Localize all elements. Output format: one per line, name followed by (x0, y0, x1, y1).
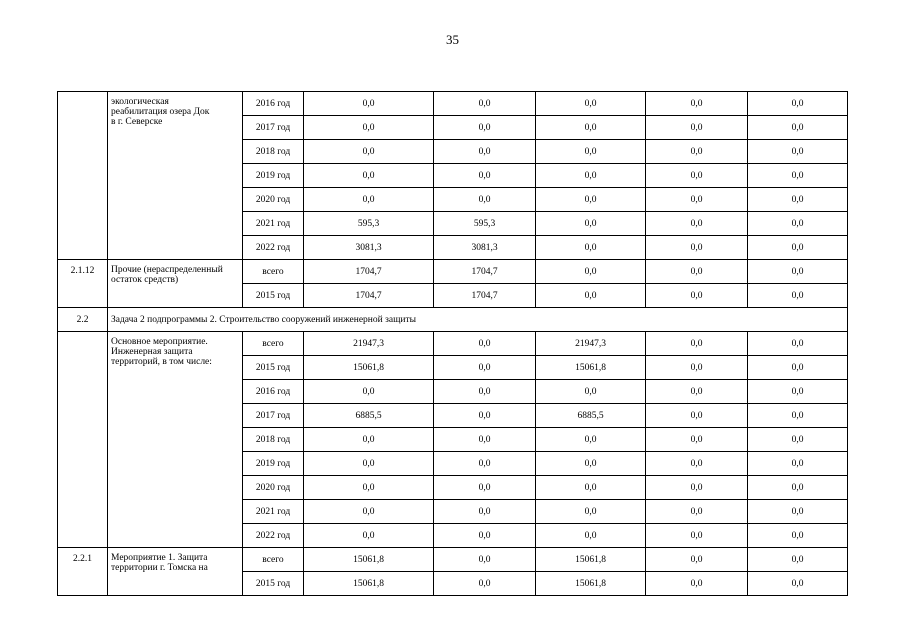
period-cell: 2021 год (243, 500, 304, 524)
period-cell: 2015 год (243, 572, 304, 596)
federal-value: 0,0 (434, 452, 536, 476)
federal-value: 1704,7 (434, 284, 536, 308)
regional-value: 15061,8 (536, 356, 646, 380)
period-cell: 2017 год (243, 404, 304, 428)
row-number: 2.1.12 (58, 260, 108, 308)
federal-value: 0,0 (434, 500, 536, 524)
regional-value: 0,0 (536, 164, 646, 188)
local-value: 0,0 (646, 164, 748, 188)
regional-value: 0,0 (536, 476, 646, 500)
period-cell: 2020 год (243, 188, 304, 212)
other-value: 0,0 (748, 236, 848, 260)
total-value: 0,0 (304, 476, 434, 500)
task-title: Задача 2 подпрограммы 2. Строительство сооружений инженерной защиты (108, 308, 848, 332)
regional-value: 0,0 (536, 140, 646, 164)
local-value: 0,0 (646, 500, 748, 524)
other-value: 0,0 (748, 380, 848, 404)
activity-name (108, 332, 243, 548)
local-value: 0,0 (646, 140, 748, 164)
activity-name-line: территории г. Томска на (111, 563, 208, 573)
other-value: 0,0 (748, 284, 848, 308)
federal-value: 0,0 (434, 356, 536, 380)
federal-value: 0,0 (434, 404, 536, 428)
activity-name-line: территорий, в том числе: (111, 357, 212, 367)
other-value: 0,0 (748, 260, 848, 284)
regional-value: 0,0 (536, 188, 646, 212)
total-value: 0,0 (304, 524, 434, 548)
row-number (58, 332, 108, 548)
activity-name-line: Мероприятие 1. Защита (111, 553, 208, 563)
regional-value: 21947,3 (536, 332, 646, 356)
local-value: 0,0 (646, 404, 748, 428)
federal-value: 0,0 (434, 140, 536, 164)
activity-name-line: Основное мероприятие. (111, 337, 208, 347)
local-value: 0,0 (646, 356, 748, 380)
row-number (58, 92, 108, 260)
other-value: 0,0 (748, 92, 848, 116)
regional-value: 0,0 (536, 236, 646, 260)
activity-name-line: остаток средств) (111, 275, 179, 285)
federal-value: 0,0 (434, 548, 536, 572)
total-value: 15061,8 (304, 548, 434, 572)
table-row (58, 92, 848, 116)
federal-value: 0,0 (434, 188, 536, 212)
period-cell: 2022 год (243, 236, 304, 260)
table-row (58, 332, 848, 356)
period-cell: 2018 год (243, 140, 304, 164)
federal-value: 0,0 (434, 116, 536, 140)
budget-table (57, 91, 848, 596)
activity-name-line: экологическая (111, 97, 169, 107)
other-value: 0,0 (748, 404, 848, 428)
row-number: 2.2 (58, 308, 108, 332)
federal-value: 0,0 (434, 92, 536, 116)
total-value: 15061,8 (304, 572, 434, 596)
other-value: 0,0 (748, 116, 848, 140)
regional-value: 0,0 (536, 524, 646, 548)
total-value: 0,0 (304, 164, 434, 188)
activity-name (108, 548, 243, 596)
local-value: 0,0 (646, 476, 748, 500)
federal-value: 0,0 (434, 164, 536, 188)
regional-value: 0,0 (536, 116, 646, 140)
regional-value: 0,0 (536, 212, 646, 236)
period-cell: 2015 год (243, 356, 304, 380)
other-value: 0,0 (748, 212, 848, 236)
row-number: 2.2.1 (58, 548, 108, 596)
local-value: 0,0 (646, 380, 748, 404)
regional-value: 0,0 (536, 380, 646, 404)
other-value: 0,0 (748, 332, 848, 356)
period-cell: 2019 год (243, 164, 304, 188)
total-value: 0,0 (304, 500, 434, 524)
total-value: 0,0 (304, 116, 434, 140)
federal-value: 0,0 (434, 572, 536, 596)
local-value: 0,0 (646, 116, 748, 140)
local-value: 0,0 (646, 524, 748, 548)
local-value: 0,0 (646, 428, 748, 452)
period-cell: 2018 год (243, 428, 304, 452)
regional-value: 6885,5 (536, 404, 646, 428)
activity-name-line: Прочие (нераспределенный (111, 265, 223, 275)
activity-name-line: реабилитация озера Док (111, 107, 210, 117)
period-cell: 2020 год (243, 476, 304, 500)
federal-value: 0,0 (434, 428, 536, 452)
regional-value: 0,0 (536, 500, 646, 524)
local-value: 0,0 (646, 332, 748, 356)
regional-value: 0,0 (536, 92, 646, 116)
local-value: 0,0 (646, 212, 748, 236)
period-cell: 2022 год (243, 524, 304, 548)
total-value: 6885,5 (304, 404, 434, 428)
total-value: 0,0 (304, 380, 434, 404)
total-value: 21947,3 (304, 332, 434, 356)
other-value: 0,0 (748, 356, 848, 380)
other-value: 0,0 (748, 164, 848, 188)
total-value: 15061,8 (304, 356, 434, 380)
regional-value: 0,0 (536, 284, 646, 308)
activity-name-line: в г. Северске (111, 117, 163, 127)
other-value: 0,0 (748, 140, 848, 164)
other-value: 0,0 (748, 452, 848, 476)
period-cell: 2016 год (243, 380, 304, 404)
period-cell: всего (243, 548, 304, 572)
regional-value: 0,0 (536, 260, 646, 284)
total-value: 0,0 (304, 428, 434, 452)
other-value: 0,0 (748, 188, 848, 212)
total-value: 0,0 (304, 140, 434, 164)
activity-name (108, 260, 243, 308)
other-value: 0,0 (748, 428, 848, 452)
total-value: 1704,7 (304, 284, 434, 308)
regional-value: 15061,8 (536, 572, 646, 596)
local-value: 0,0 (646, 92, 748, 116)
federal-value: 0,0 (434, 380, 536, 404)
period-cell: 2016 год (243, 92, 304, 116)
period-cell: 2017 год (243, 116, 304, 140)
table-row (58, 260, 848, 284)
regional-value: 0,0 (536, 452, 646, 476)
total-value: 3081,3 (304, 236, 434, 260)
regional-value: 15061,8 (536, 548, 646, 572)
local-value: 0,0 (646, 284, 748, 308)
other-value: 0,0 (748, 476, 848, 500)
period-cell: всего (243, 260, 304, 284)
total-value: 0,0 (304, 188, 434, 212)
federal-value: 0,0 (434, 476, 536, 500)
regional-value: 0,0 (536, 428, 646, 452)
page-number: 35 (446, 32, 459, 47)
other-value: 0,0 (748, 572, 848, 596)
other-value: 0,0 (748, 524, 848, 548)
total-value: 595,3 (304, 212, 434, 236)
federal-value: 1704,7 (434, 260, 536, 284)
period-cell: 2019 год (243, 452, 304, 476)
local-value: 0,0 (646, 188, 748, 212)
period-cell: 2015 год (243, 284, 304, 308)
federal-value: 0,0 (434, 332, 536, 356)
other-value: 0,0 (748, 548, 848, 572)
local-value: 0,0 (646, 260, 748, 284)
total-value: 0,0 (304, 92, 434, 116)
total-value: 1704,7 (304, 260, 434, 284)
federal-value: 595,3 (434, 212, 536, 236)
period-cell: 2021 год (243, 212, 304, 236)
task-row (58, 308, 848, 332)
table-row (58, 548, 848, 572)
local-value: 0,0 (646, 572, 748, 596)
federal-value: 0,0 (434, 524, 536, 548)
federal-value: 3081,3 (434, 236, 536, 260)
local-value: 0,0 (646, 452, 748, 476)
total-value: 0,0 (304, 452, 434, 476)
activity-name (108, 92, 243, 260)
local-value: 0,0 (646, 548, 748, 572)
other-value: 0,0 (748, 500, 848, 524)
local-value: 0,0 (646, 236, 748, 260)
period-cell: всего (243, 332, 304, 356)
activity-name-line: Инженерная защита (111, 347, 193, 357)
